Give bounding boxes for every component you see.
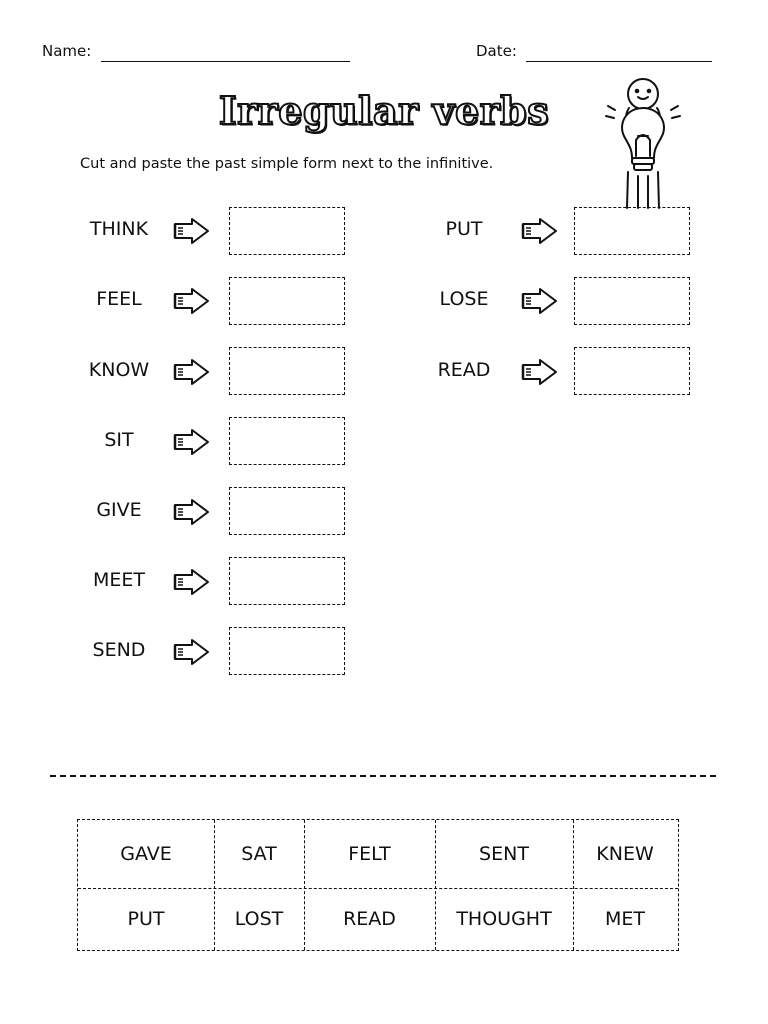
word-card[interactable]: FELT xyxy=(348,843,391,865)
date-field[interactable] xyxy=(526,61,712,62)
answer-slot-give[interactable] xyxy=(229,487,345,535)
pointing-hand-arrow-icon xyxy=(172,637,212,667)
verb-read: READ xyxy=(437,359,491,381)
answer-slot-sit[interactable] xyxy=(229,417,345,465)
verb-know: KNOW xyxy=(88,359,150,381)
worksheet-title: Irregular verbs xyxy=(218,88,550,133)
verb-think: THINK xyxy=(89,218,149,240)
verb-send: SEND xyxy=(92,639,146,661)
answer-slot-know[interactable] xyxy=(229,347,345,395)
verb-sit: SIT xyxy=(104,429,134,451)
name-field[interactable] xyxy=(101,61,350,62)
cut-line xyxy=(50,775,716,777)
pointing-hand-arrow-icon xyxy=(520,357,560,387)
answer-slot-read[interactable] xyxy=(574,347,690,395)
word-card[interactable]: LOST xyxy=(234,908,284,930)
word-bank xyxy=(77,819,679,951)
pointing-hand-arrow-icon xyxy=(172,567,212,597)
name-label: Name: xyxy=(42,42,92,60)
word-card[interactable]: SENT xyxy=(479,843,529,865)
word-card[interactable]: PUT xyxy=(127,908,165,930)
verb-meet: MEET xyxy=(92,569,145,591)
pointing-hand-arrow-icon xyxy=(172,357,212,387)
verb-lose: LOSE xyxy=(439,288,489,310)
answer-slot-feel[interactable] xyxy=(229,277,345,325)
date-label: Date: xyxy=(476,42,517,60)
pointing-hand-arrow-icon xyxy=(172,427,212,457)
word-card[interactable]: MET xyxy=(604,908,645,930)
verb-put: PUT xyxy=(445,218,483,240)
answer-slot-lose[interactable] xyxy=(574,277,690,325)
verb-give: GIVE xyxy=(96,499,142,521)
answer-slot-think[interactable] xyxy=(229,207,345,255)
pointing-hand-arrow-icon xyxy=(520,216,560,246)
instructions-text: Cut and paste the past simple form next to the infinitive. xyxy=(80,156,494,172)
pointing-hand-arrow-icon xyxy=(172,216,212,246)
answer-slot-send[interactable] xyxy=(229,627,345,675)
word-card[interactable]: SAT xyxy=(241,843,277,865)
word-card[interactable]: READ xyxy=(343,908,396,930)
lightbulb-character-icon xyxy=(596,72,690,212)
pointing-hand-arrow-icon xyxy=(172,497,212,527)
word-card[interactable]: THOUGHT xyxy=(456,908,552,930)
answer-slot-put[interactable] xyxy=(574,207,690,255)
word-card[interactable]: KNEW xyxy=(596,843,654,865)
word-card[interactable]: GAVE xyxy=(120,843,172,865)
pointing-hand-arrow-icon xyxy=(172,286,212,316)
verb-feel: FEEL xyxy=(96,288,142,310)
answer-slot-meet[interactable] xyxy=(229,557,345,605)
pointing-hand-arrow-icon xyxy=(520,286,560,316)
